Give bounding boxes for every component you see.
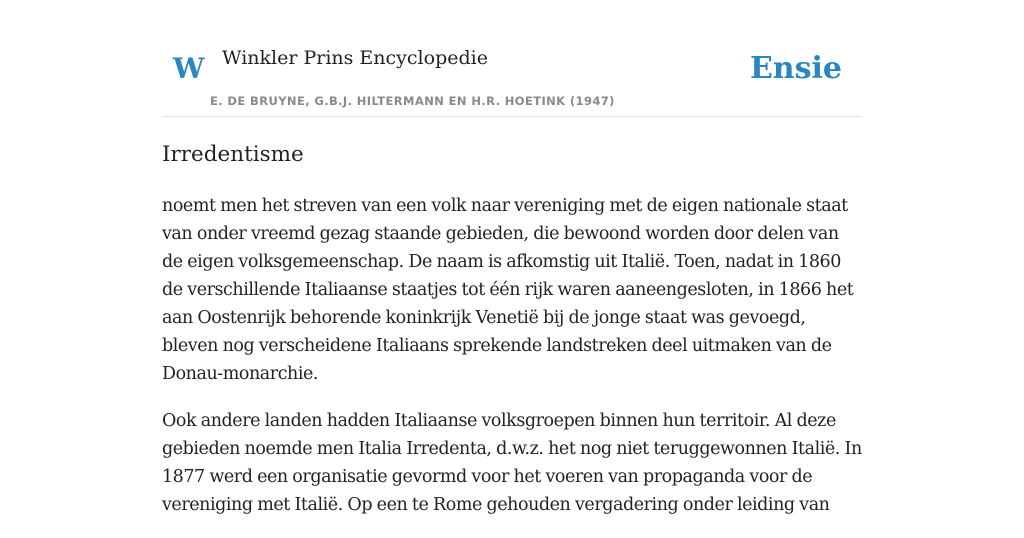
page: [162, 0, 862, 515]
authors-line: E. DE BRUYNE, G.B.J. HILTERMANN EN H.R. HOETINK (1947): [210, 94, 615, 108]
site-title[interactable]: Winkler Prins Encyclopedie: [222, 47, 488, 69]
ensie-brand-link[interactable]: Ensie: [749, 51, 842, 86]
site-logo[interactable]: W: [173, 52, 205, 85]
article-paragraph: Ook andere landen hadden Italiaanse volksgroepen binnen hun territoir. Al deze gebieden noemde men Italia Irredenta, d.w.z. het nog niet teruggewonnen Italië. In 1877 werd een organisatie gevormd voor het voeren van propaganda voor de vereniging met Italië. Op een te Rome gehouden vergadering onder leiding van: [162, 411, 862, 515]
site-header: [162, 0, 862, 117]
article-body: [162, 192, 862, 538]
article-title: Irredentisme: [162, 142, 304, 167]
article-paragraph: noemt men het streven van een volk naar vereniging met de eigen nationale staat van onder vreemd gezag staande gebieden, die bewoond worden door delen van de eigen volksgemeenschap. De naam is afkomstig uit Italië. Toen, nadat in 1860 de verschillende Italiaanse staatjes tot één rijk waren aaneengesloten, in 1866 het aan Oostenrijk behorende koninkrijk Venetië bij de jonge staat was gevoegd, bleven nog verscheidene Italiaans sprekende landstreken deel uitmaken van de Donau-monarchie.: [162, 196, 854, 384]
